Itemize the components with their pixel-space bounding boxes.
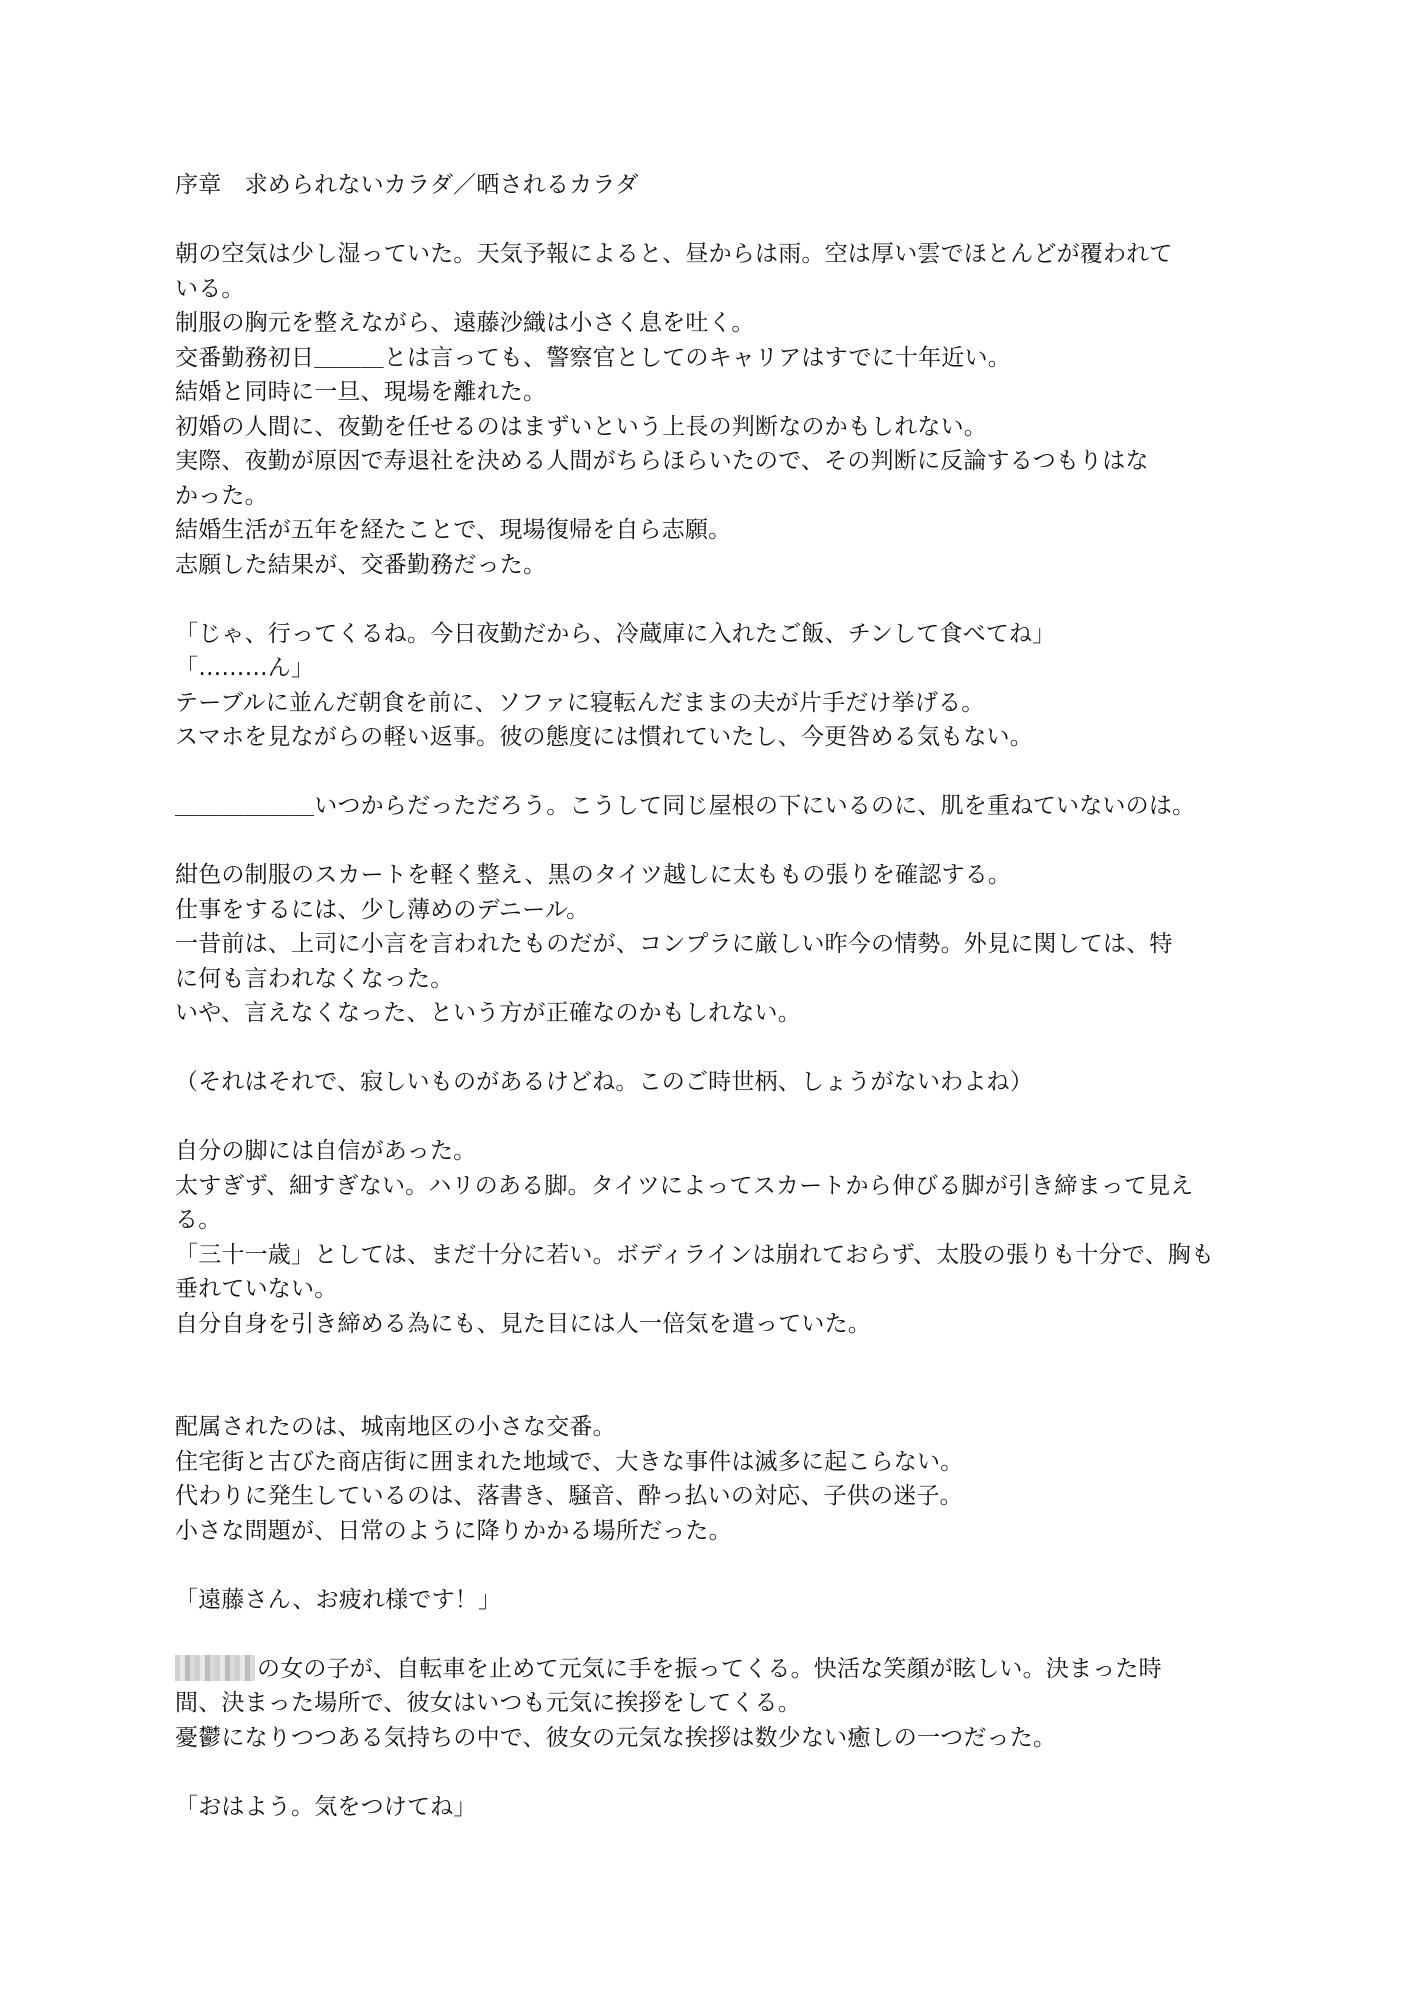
- text-line: 初婚の人間に、夜勤を任せるのはまずいという上長の判断なのかもしれない。: [175, 413, 987, 440]
- chapter-title: 序章 求められないカラダ／晒されるカラダ: [175, 172, 639, 198]
- text-line: 制服の胸元を整えながら、遠藤沙織は小さく息を吐く。: [175, 310, 755, 336]
- text-line: 住宅街と古びた商店街に囲まれた地域で、大きな事件は滅多に起こらない。: [175, 1448, 964, 1475]
- paragraph: [175, 789, 1255, 824]
- text-line: ＿＿＿＿＿＿いつからだっただろう。こうして同じ屋根の下にいるのに、肌を重ねていないのは。: [175, 793, 1196, 819]
- text-line: 志願した結果が、交番勤務だった。: [175, 551, 547, 578]
- thought-line: （それはそれで、寂しいものがあるけどね。このご時世柄、しょうがないわよね）: [175, 1069, 1033, 1095]
- text-line: いや、言えなくなった、という方が正確なのかもしれない。: [175, 1000, 801, 1026]
- text-line: に何も言われなくなった。: [175, 965, 454, 992]
- text-line: 紺色の制服のスカートを軽く整え、黒のタイツ越しに太ももの張りを確認する。: [175, 862, 1012, 888]
- text-line: 憂鬱になりつつある気持ちの中で、彼女の元気な挨拶は数少ない癒しの一つだった。: [175, 1724, 1057, 1751]
- document-body: [175, 168, 1255, 1824]
- blank-line: [175, 203, 1255, 238]
- text-line: 朝の空気は少し湿っていた。天気予報によると、昼からは雨。空は厚い雲でほとんどが覆われて: [175, 241, 1173, 267]
- text-line: 交番勤務初日＿＿＿とは言っても、警察官としてのキャリアはすでに十年近い。: [175, 344, 1011, 371]
- text-line: 自分自身を引き締める為にも、見た目には人一倍気を遣っていた。: [175, 1310, 871, 1337]
- dialogue-line: 「おはよう。気をつけてね」: [175, 1793, 477, 1820]
- text-line: 間、決まった場所で、彼女はいつも元気に挨拶をしてくる。: [175, 1690, 801, 1716]
- text-line: [175, 1652, 1255, 1687]
- blank-line: [175, 824, 1255, 859]
- text-line: スマホを見ながらの軽い返事。彼の態度には慣れていたし、今更咎める気もない。: [175, 724, 1033, 750]
- text-line: 結婚生活が五年を経たことで、現場復帰を自ら志願。: [175, 517, 732, 543]
- text-line: いる。: [175, 275, 245, 302]
- text-line: 代わりに発生しているのは、落書き、騒音、酔っ払いの対応、子供の迷子。: [175, 1483, 963, 1509]
- censored-mosaic: [175, 1655, 255, 1681]
- paragraph: [175, 1410, 1255, 1548]
- text-line: 自分の脚には自信があった。: [175, 1138, 477, 1164]
- text-line: 太すぎず、細すぎない。ハリのある脚。タイツによってスカートから伸びる脚が引き締まって見え: [175, 1172, 1194, 1199]
- text-fragment: の女の子が、自転車を止めて元気に手を振ってくる。快活な笑顔が眩しい。決まった時: [257, 1655, 1162, 1682]
- dialogue-line: 「遠藤さん、お疲れ様です！」: [175, 1586, 502, 1613]
- text-line: 小さな問題が、日常のように降りかかる場所だった。: [175, 1517, 732, 1544]
- blank-line: [175, 1755, 1255, 1790]
- blank-line: [175, 1100, 1255, 1135]
- blank-line: [175, 755, 1255, 790]
- text-line: 「三十一歳」としては、まだ十分に若い。ボディラインは崩れておらず、太股の張りも十分で、胸も: [175, 1241, 1215, 1268]
- text-line: る。: [175, 1207, 222, 1233]
- paragraph: [175, 1134, 1255, 1341]
- text-line: 実際、夜勤が原因で寿退社を決める人間がちらほらいたので、その判断に反論するつもりはな: [175, 448, 1149, 474]
- text-line: 一昔前は、上司に小言を言われたものだが、コンプラに厳しい昨今の情勢。外見に関しては、特: [175, 931, 1173, 957]
- text-line: 配属されたのは、城南地区の小さな交番。: [175, 1414, 616, 1440]
- text-line: テーブルに並んだ朝食を前に、ソファに寝転んだままの夫が片手だけ挙げる。: [175, 689, 985, 716]
- paragraph: [175, 237, 1255, 582]
- text-line: 結婚と同時に一旦、現場を離れた。: [175, 379, 547, 405]
- text-line: 垂れていない。: [175, 1276, 338, 1302]
- text-line: かった。: [175, 482, 268, 509]
- blank-line: [175, 1031, 1255, 1066]
- paragraph: [175, 617, 1255, 755]
- dialogue-line: 「じゃ、行ってくるね。今日夜勤だから、冷蔵庫に入れたご飯、チンして食べてね」: [175, 620, 1056, 647]
- paragraph: [175, 1790, 1255, 1825]
- blank-line: [175, 1548, 1255, 1583]
- paragraph: [175, 1065, 1255, 1100]
- paragraph: [175, 1583, 1255, 1618]
- text-line: 仕事をするには、少し薄めのデニール。: [175, 896, 590, 923]
- blank-line: [175, 1341, 1255, 1410]
- dialogue-line: 「………ん」: [175, 655, 315, 681]
- blank-line: [175, 1617, 1255, 1652]
- paragraph: [175, 858, 1255, 1031]
- paragraph: [175, 1652, 1255, 1756]
- blank-line: [175, 582, 1255, 617]
